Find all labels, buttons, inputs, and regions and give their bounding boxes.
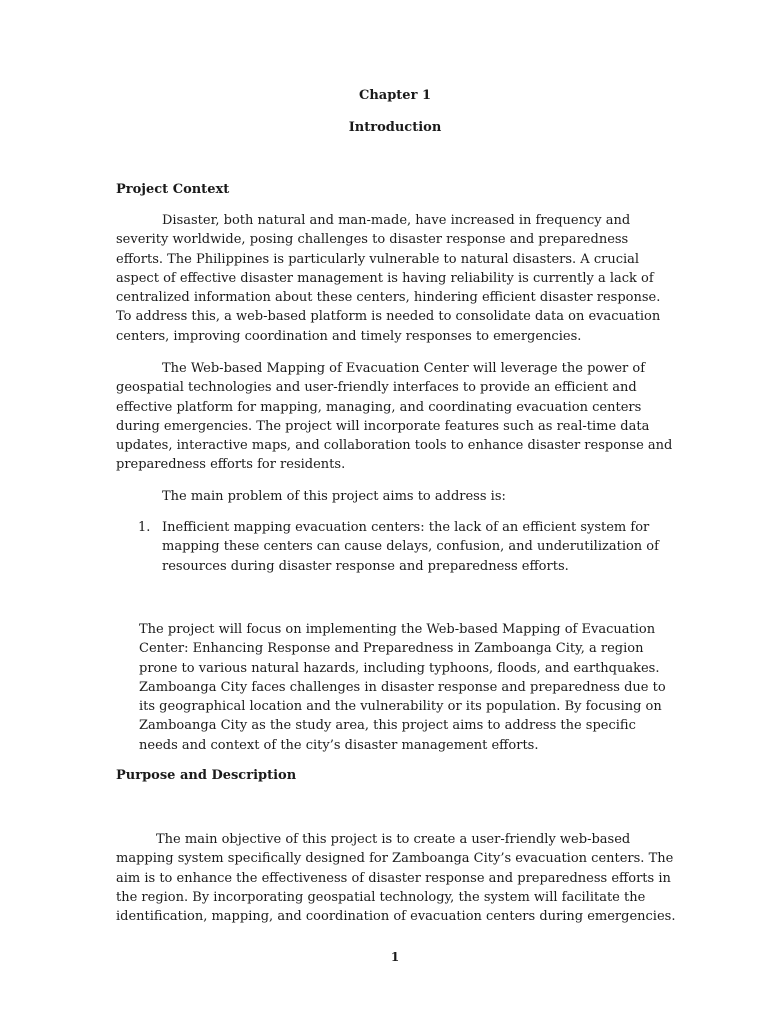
- paragraph: Disaster, both natural and man-made, have increased in frequency and severity worldwide, posing challenges to disaster response and preparedness efforts. The Philippines is particularly vulnerable to natural disasters. A crucial aspect of effective disaster management is having reliability is currently a lack of centralized information about these centers, hindering efficient disaster response. To address this, a web-based platform is needed to consolidate data on evacuation centers, improving coordination and timely responses to emergencies.: [116, 213, 661, 344]
- list-item-text: Inefficient mapping evacuation centers: the lack of an efficient system for mapping these centers can cause delays, confusion, and underutilization of resources during disaster response and preparedness efforts.: [162, 520, 659, 574]
- page-number: 1: [390, 950, 400, 964]
- paragraph: The main problem of this project aims to address is:: [162, 489, 506, 504]
- chapter-title: Introduction: [348, 120, 442, 135]
- list-item-number: 1.: [138, 520, 151, 535]
- section-heading-purpose: Purpose and Description: [116, 768, 297, 783]
- problem-list: [116, 518, 676, 576]
- paragraph-scope: The project will focus on implementing the Web-based Mapping of Evacuation Center: Enhancing Response and Preparedness in Zamboanga City, a region prone to various natural hazards, including typhoons, floods, and earthquakes. Zamboanga City faces challenges in disaster response and preparedness due to its geographical location and the vulnerability or its population. By focusing on Zamboanga City as the study area, this project aims to address the specific needs and context of the city’s disaster management efforts.: [139, 622, 666, 753]
- chapter-heading: Chapter 1: [358, 88, 431, 103]
- section-heading-project-context: Project Context: [116, 182, 230, 197]
- list-item: [116, 518, 676, 576]
- paragraph: The Web-based Mapping of Evacuation Center will leverage the power of geospatial technologies and user-friendly interfaces to provide an efficient and effective platform for mapping, managing, and coordinating evacuation centers during emergencies. The project will incorporate features such as real-time data updates, interactive maps, and collaboration tools to enhance disaster response and preparedness efforts for residents.: [116, 361, 673, 473]
- paragraph: The main objective of this project is to create a user-friendly web-based mapping system specifically designed for Zamboanga City’s evacuation centers. The aim is to enhance the effectiveness of disaster response and preparedness efforts in the region. By incorporating geospatial technology, the system will facilitate the identification, mapping, and coordination of evacuation centers during emergencies.: [116, 832, 676, 925]
